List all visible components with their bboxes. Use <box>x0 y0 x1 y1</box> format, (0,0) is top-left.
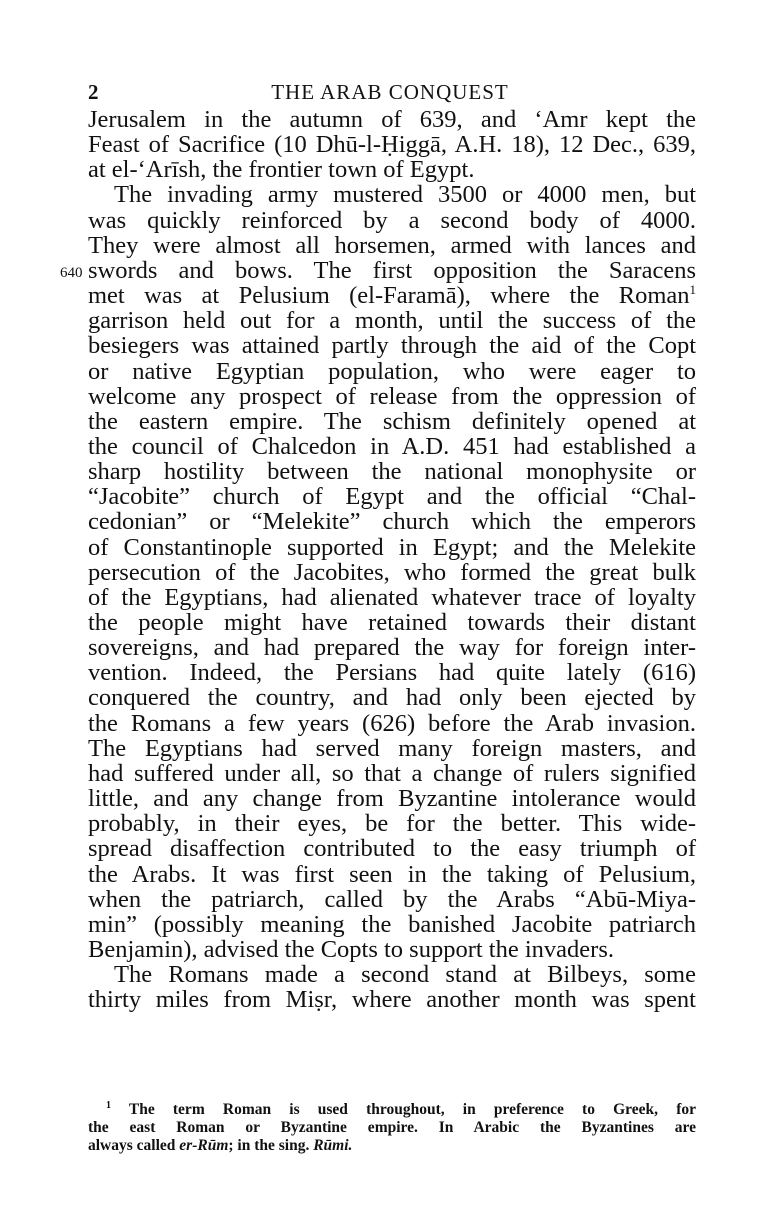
text-line: sovereigns, and had prepared the way for foreign inter- <box>88 634 696 662</box>
text-line: at el-‘Arīsh, the frontier town of Egypt. <box>88 156 475 184</box>
footnote-italic: Rūmi. <box>313 1137 353 1154</box>
footnote-text: The term Roman is used throughout, in preference to Greek, for <box>128 1101 696 1118</box>
text-line: the council of Chalcedon in A.D. 451 had established a <box>88 432 696 460</box>
text-line: The Romans made a second stand at Bilbeys, some <box>114 961 696 989</box>
page-number: 2 <box>88 80 100 104</box>
text-line: garrison held out for a month, until the success of the <box>88 307 696 335</box>
footnote-line <box>88 1137 696 1155</box>
text-line: The Egyptians had served many foreign masters, and <box>88 734 696 762</box>
text-line: cedonian” or “Melekite” church which the emperors <box>88 508 696 536</box>
text-line: was quickly reinforced by a second body of 4000. <box>88 206 696 234</box>
text-line: min” (possibly meaning the banished Jacobite patriarch <box>88 910 696 938</box>
text-line-content: met was at Pelusium (el-Faramā), where the Roman <box>88 282 690 310</box>
text-line: besiegers was attained partly through the aid of the Copt <box>88 332 696 360</box>
text-line: probably, in their eyes, be for the better. This wide- <box>88 810 696 838</box>
text-line: swords and bows. The first opposition the Saracens <box>88 256 696 284</box>
text-line: Feast of Sacrifice (10 Dhū-l-Ḥiggā, A.H. 18), 12 Dec., 639, <box>88 131 696 159</box>
text-line: or native Egyptian population, who were eager to <box>88 357 696 385</box>
footnote-text: always called <box>88 1137 180 1154</box>
text-line: the eastern empire. The schism definitely opened at <box>88 407 696 435</box>
text-line: the people might have retained towards their distant <box>88 609 696 636</box>
text-line: persecution of the Jacobites, who formed the great bulk <box>88 558 696 586</box>
footnote-reference: 1 <box>689 282 696 298</box>
margin-note-year: 640 <box>60 264 83 281</box>
text-line: The invading army mustered 3500 or 4000 men, but <box>114 181 696 209</box>
footnote-line: the east Roman or Byzantine empire. In Arabic the Byzantines are <box>88 1119 696 1136</box>
text-line: the Romans a few years (626) before the Arab invasion. <box>88 709 696 737</box>
text-line <box>88 282 696 310</box>
text-line: conquered the country, and had only been ejected by <box>88 684 696 712</box>
text-line: thirty miles from Miṣr, where another month was spent <box>88 986 696 1014</box>
text-line: welcome any prospect of release from the oppression of <box>88 382 696 410</box>
text-line: of Constantinople supported in Egypt; and the Melekite <box>88 533 696 561</box>
footnote-marker: 1 <box>106 1100 111 1111</box>
text-line: Benjamin), advised the Copts to support the invaders. <box>88 935 614 963</box>
footnote-line <box>106 1101 696 1119</box>
text-line: had suffered under all, so that a change of rulers signified <box>88 759 696 787</box>
text-line: when the patriarch, called by the Arabs “Abū-Miya- <box>88 885 696 913</box>
text-line: spread disaffection contributed to the easy triumph of <box>88 835 696 863</box>
footnote-italic: er-Rūm <box>179 1137 229 1154</box>
running-title: THE ARAB CONQUEST <box>271 80 509 104</box>
text-line: sharp hostility between the national monophysite or <box>88 458 696 486</box>
footnote-text: ; in the sing. <box>228 1137 314 1154</box>
text-line: They were almost all horsemen, armed with lances and <box>88 231 696 259</box>
text-line: of the Egyptians, had alienated whatever trace of loyalty <box>88 583 696 611</box>
text-line: the Arabs. It was first seen in the taking of Pelusium, <box>88 860 696 888</box>
text-line: vention. Indeed, the Persians had quite lately (616) <box>88 659 696 687</box>
text-line: little, and any change from Byzantine intolerance would <box>88 785 696 813</box>
text-line: Jerusalem in the autumn of 639, and ‘Amr kept the <box>88 106 696 133</box>
text-line: “Jacobite” church of Egypt and the official “Chal- <box>88 483 696 511</box>
